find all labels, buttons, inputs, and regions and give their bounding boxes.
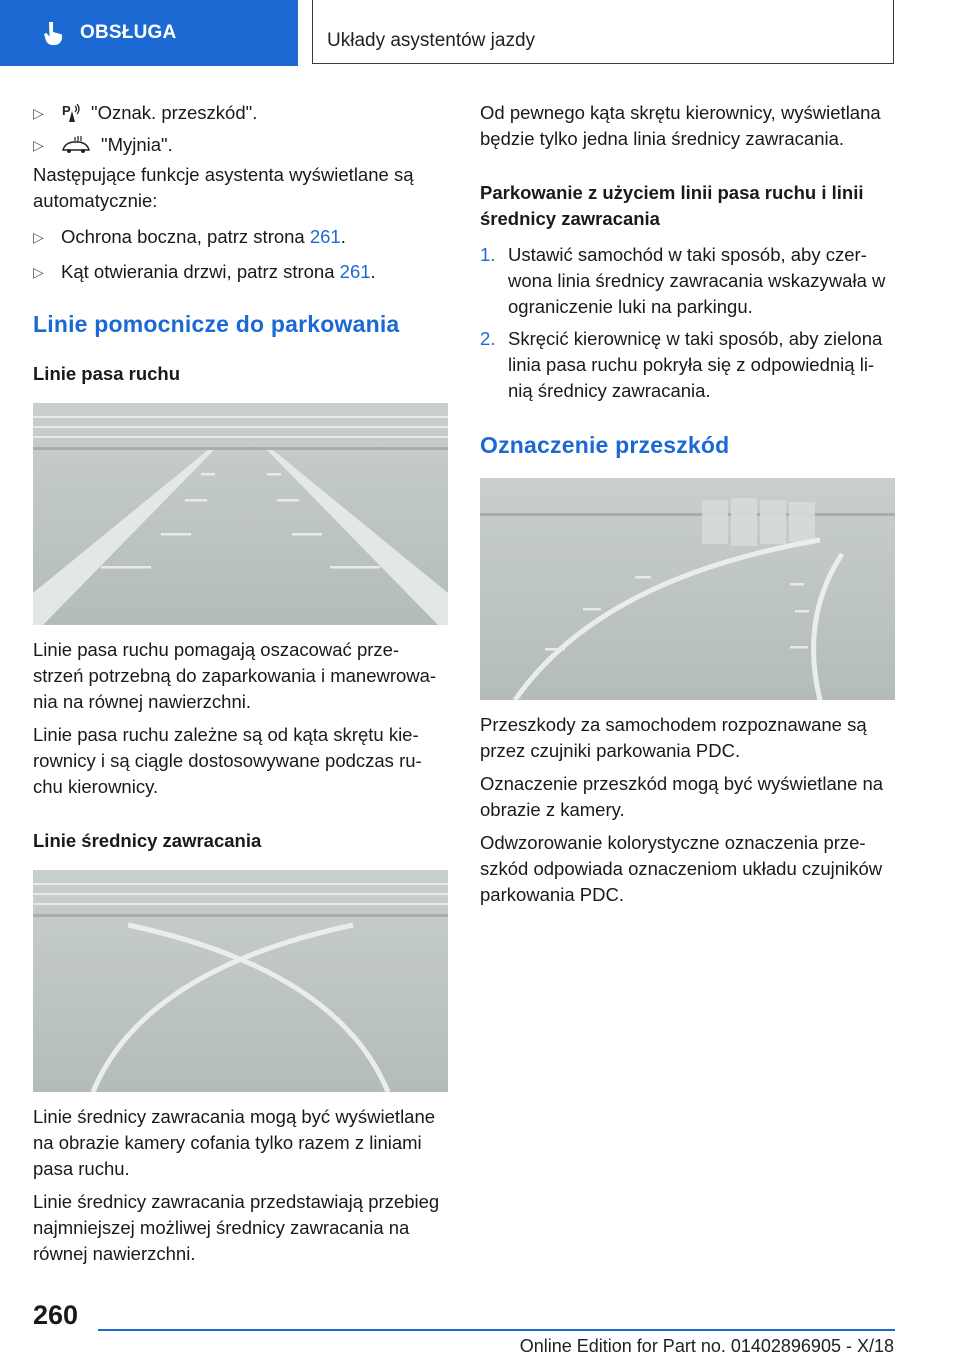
list-item-text: Kąt otwierania drzwi, patrz strona: [61, 261, 340, 282]
step-text: Ustawić samochód w taki sposób, aby czer-wona linia średnicy zawracania wskazywała w ograniczenie luki na parkingu.: [508, 244, 886, 317]
triangle-bullet-icon: ▷: [33, 229, 44, 245]
list-item: [33, 100, 448, 126]
step-item: [480, 242, 895, 320]
paragraph: Linie średnicy zawracania mogą być wyświetlane na obrazie kamery cofania tylko razem z liniami pasa ruchu.: [33, 1106, 436, 1179]
hand-pointer-icon: [40, 20, 66, 46]
section-title-box: [312, 0, 894, 64]
triangle-bullet-icon: ▷: [33, 105, 44, 121]
page-link[interactable]: 261: [339, 261, 371, 282]
paragraph: Linie pasa ruchu zależne są od kąta skrętu kie-rownicy i są ciągle dostosowywane podczas ru-chu kierownicy.: [33, 724, 422, 797]
paragraph: Przeszkody za samochodem rozpoznawane są przez czujniki parkowania PDC.: [480, 714, 867, 761]
svg-text:P: P: [62, 103, 71, 118]
list-item: ▷ Ochrona boczna, patrz strona 261.: [33, 224, 448, 250]
left-column: [33, 100, 448, 1274]
subheading: Linie średnicy zawracania: [33, 830, 262, 851]
subheading: Parkowanie z użyciem linii pasa ruchu i linii średnicy zawracania: [480, 182, 864, 229]
triangle-bullet-icon: ▷: [33, 264, 44, 280]
parking-sensor-icon: [61, 100, 83, 126]
page-number: 260: [33, 1300, 79, 1330]
list-item-text: Ochrona boczna, patrz strona: [61, 226, 310, 247]
step-text: Skręcić kierownicę w taki sposób, aby zielona linia pasa ruchu pokryła się z odpowiednią li-nią średnicy zawracania.: [508, 328, 883, 401]
step-number: 2.: [480, 328, 496, 349]
lane-lines-illustration: [33, 403, 448, 625]
step-number: 1.: [480, 244, 496, 265]
section-heading: Linie pomocnicze do parkowania: [33, 311, 400, 337]
car-wash-icon: [61, 132, 93, 158]
paragraph: Odwzorowanie kolorystyczne oznaczenia prze-szkód odpowiada oznaczeniom układu czujników parkowania PDC.: [480, 832, 883, 905]
turning-circle-illustration: [33, 870, 448, 1092]
tab-label: OBSŁUGA: [80, 22, 177, 43]
obstacle-marking-illustration: [480, 478, 895, 700]
list-item: [33, 132, 448, 158]
paragraph: Od pewnego kąta skrętu kierownicy, wyświetlana będzie tylko jedna linia średnicy zawracania.: [480, 102, 881, 149]
paragraph: Linie średnicy zawracania przedstawiają przebieg najmniejszej możliwej średnicy zawracania na równej nawierzchni.: [33, 1191, 440, 1264]
list-item-text: "Oznak. przeszkód".: [91, 102, 258, 123]
edition-text: Online Edition for Part no. 01402896905 - X/18: [519, 1336, 894, 1356]
section-heading: Oznaczenie przeszkód: [480, 432, 730, 458]
paragraph: Linie pasa ruchu pomagają oszacować prze-strzeń potrzebną do zaparkowania i manewrowa-nia na równej nawierzchni.: [33, 639, 437, 712]
paragraph: Oznaczenie przeszkód mogą być wyświetlane na obrazie z kamery.: [480, 773, 884, 820]
section-title: Układy asystentów jazdy: [327, 30, 536, 51]
section-tab: [0, 0, 298, 66]
list-item: ▷ Kąt otwierania drzwi, patrz strona 261.: [33, 259, 448, 285]
paragraph: Następujące funkcje asystenta wyświetlane są automatycznie:: [33, 164, 414, 211]
right-column: [480, 100, 895, 915]
page-link[interactable]: 261: [309, 226, 341, 247]
list-item-text: "Myjnia".: [101, 134, 173, 155]
subheading: Linie pasa ruchu: [33, 363, 181, 384]
step-item: [480, 326, 895, 404]
triangle-bullet-icon: ▷: [33, 137, 44, 153]
footer-divider: [98, 1329, 895, 1331]
